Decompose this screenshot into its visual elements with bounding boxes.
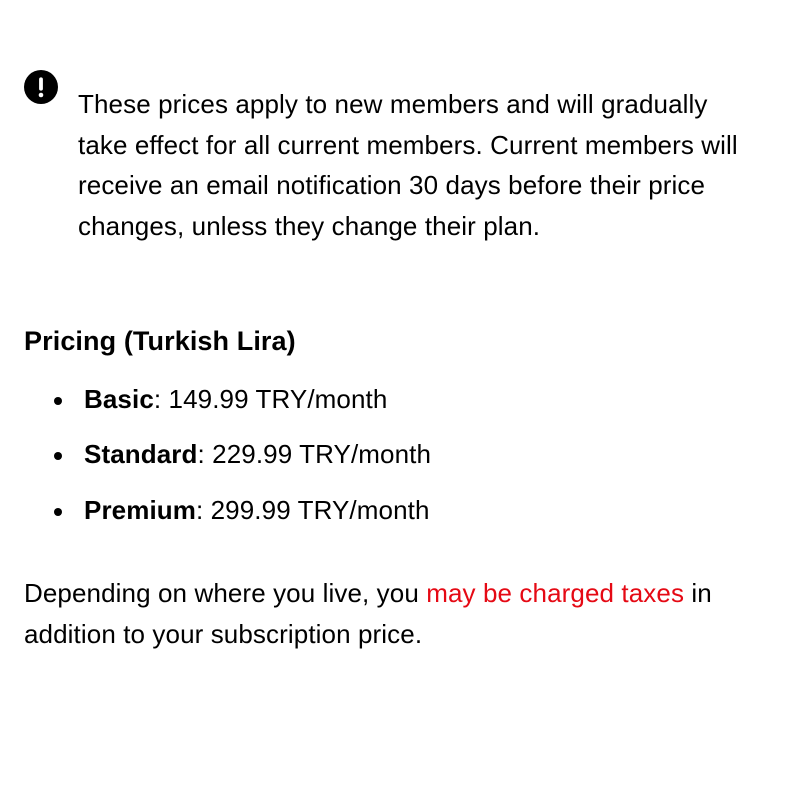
plan-name: Premium bbox=[84, 494, 196, 525]
list-item bbox=[42, 438, 760, 471]
footnote-lead: Depending on where you live, you bbox=[24, 577, 427, 608]
plan-separator: : bbox=[195, 494, 211, 525]
tax-footnote bbox=[24, 573, 724, 654]
plan-price: 229.99 TRY/month bbox=[212, 439, 432, 470]
plan-price: 149.99 TRY/month bbox=[168, 384, 388, 415]
plan-name: Basic bbox=[84, 384, 154, 415]
tax-info-link[interactable]: may be charged taxes bbox=[426, 577, 685, 608]
pricing-heading: Pricing (Turkish Lira) bbox=[24, 326, 296, 357]
exclamation-circle-icon bbox=[24, 70, 58, 104]
plan-price: 299.99 TRY/month bbox=[210, 494, 430, 525]
plan-separator: : bbox=[197, 439, 213, 470]
plan-separator: : bbox=[153, 384, 169, 415]
pricing-list bbox=[24, 383, 760, 527]
price-change-notice bbox=[24, 58, 760, 272]
footnote-tail: in addition to your subscription price. bbox=[24, 577, 712, 649]
plan-name: Standard bbox=[84, 439, 198, 470]
list-item bbox=[42, 383, 760, 416]
notice-text: These prices apply to new members and will gradually take effect for all current members. Current members will receive an email notification 30 days before their price changes, unless they change their plan. bbox=[78, 89, 738, 241]
list-item bbox=[42, 494, 760, 527]
